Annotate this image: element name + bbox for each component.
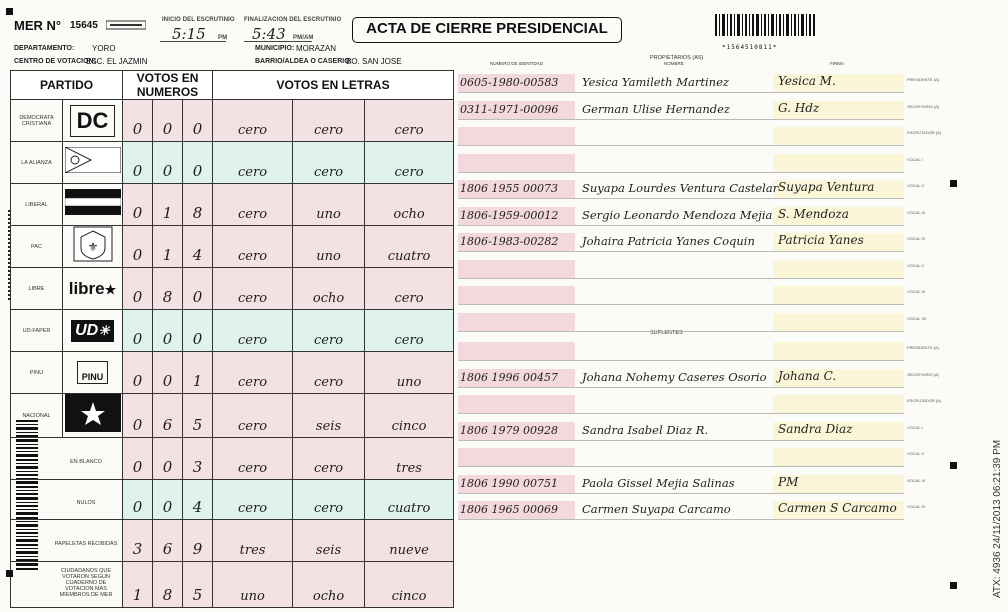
party-label: EN BLANCO <box>70 458 102 465</box>
party-logo <box>63 394 123 438</box>
role-label: ESCRUTADOR (A) <box>907 130 942 135</box>
vote-word[interactable]: cero <box>213 100 293 142</box>
vote-word[interactable]: cero <box>213 226 293 268</box>
party-logo <box>63 100 123 142</box>
row-underline <box>458 119 904 120</box>
head-numeros: VOTOS EN NUMEROS <box>123 71 213 100</box>
id-cell[interactable] <box>458 313 575 331</box>
id-cell[interactable] <box>458 448 575 466</box>
vote-row <box>11 184 454 226</box>
party-logo <box>63 310 123 352</box>
centro-value: ESC. EL JAZMIN <box>86 57 148 66</box>
id-number: 1806-1983-00282 <box>460 235 559 248</box>
barrio-label: BARRIO/ALDEA O CASERIO: <box>255 58 352 65</box>
signature-cell[interactable] <box>773 342 904 360</box>
signature-row <box>458 180 924 198</box>
vote-word[interactable]: cero <box>293 438 365 480</box>
vote-word[interactable]: tres <box>365 438 454 480</box>
row-underline <box>458 92 904 93</box>
vote-digit[interactable]: 0 <box>123 100 153 142</box>
id-cell[interactable] <box>458 286 575 304</box>
pinu-logo-icon: PINU <box>77 361 109 384</box>
vote-word[interactable]: cero <box>293 480 365 520</box>
vote-word[interactable]: cero <box>365 100 454 142</box>
id-cell[interactable] <box>458 154 575 172</box>
depto-value: YORO <box>92 44 116 53</box>
member-signature: Suyapa Ventura <box>778 180 875 194</box>
centro-label: CENTRO DE VOTACION: <box>14 58 96 65</box>
vote-word[interactable]: cuatro <box>365 480 454 520</box>
signature-cell[interactable] <box>773 260 904 278</box>
id-number: 1806 1965 00069 <box>460 503 558 516</box>
signature-row <box>458 206 925 225</box>
party-logo <box>63 352 123 394</box>
col-firma-header: FIRMA <box>830 61 844 66</box>
vote-row <box>11 520 454 562</box>
vote-digit[interactable]: 0 <box>123 310 153 352</box>
vote-digit[interactable]: 0 <box>123 480 153 520</box>
vote-digit[interactable]: 0 <box>183 310 213 352</box>
mer-number: 15645 <box>70 20 98 31</box>
party-logo <box>63 142 123 184</box>
vote-word[interactable]: cero <box>365 142 454 184</box>
party-logo <box>63 268 123 310</box>
head-letras: VOTOS EN LETRAS <box>213 71 454 100</box>
role-label: VOCAL II <box>907 451 924 456</box>
vote-row <box>11 100 454 142</box>
role-label: VOCAL II <box>907 183 924 188</box>
row-underline <box>458 172 904 173</box>
vote-word[interactable]: ocho <box>293 562 365 608</box>
inicio-underline <box>160 41 226 42</box>
signature-row <box>458 448 924 466</box>
party-label: UD-FAPER <box>11 310 63 352</box>
barrio-value: BO. SAN JOSE <box>346 57 402 66</box>
id-cell[interactable] <box>458 342 575 360</box>
signature-cell[interactable] <box>773 448 904 466</box>
signature-row <box>458 342 940 360</box>
row-underline <box>458 198 904 199</box>
vote-word[interactable]: cero <box>293 100 365 142</box>
vote-word[interactable]: cero <box>213 310 293 352</box>
id-number: 0311-1971-00096 <box>460 102 559 116</box>
pac-logo-icon <box>73 226 113 262</box>
vote-row <box>11 480 454 520</box>
vote-word[interactable]: cinco <box>365 394 454 438</box>
member-signature: PM <box>778 474 799 489</box>
vote-word[interactable]: cero <box>213 142 293 184</box>
vote-digit[interactable]: 0 <box>153 142 183 184</box>
party-label: PINU <box>11 352 63 394</box>
final-time: 5:43 <box>252 25 286 43</box>
barcode-top-text: *1564510811* <box>722 44 778 51</box>
mer-logo <box>106 18 146 30</box>
member-name: Johana Nohemy Caseres Osorio <box>582 369 767 384</box>
id-number: 1806 1990 00751 <box>460 476 558 490</box>
svg-text:⚜: ⚜ <box>87 240 98 254</box>
vote-digit[interactable]: 0 <box>183 100 213 142</box>
signature-row <box>458 74 940 92</box>
signature-cell[interactable] <box>773 395 904 413</box>
id-cell[interactable] <box>458 260 575 278</box>
role-label: VOCAL IV <box>907 236 926 241</box>
member-name: Paola Gissel Mejia Salinas <box>582 475 735 490</box>
barcode-left-dots <box>8 210 14 300</box>
member-signature: Carmen S Carcamo <box>778 501 897 515</box>
member-name: German Ulise Hernandez <box>582 101 730 116</box>
row-underline <box>458 466 904 467</box>
vote-row <box>11 310 454 352</box>
vote-word[interactable]: cero <box>293 310 365 352</box>
signature-cell[interactable] <box>773 286 904 304</box>
role-label: ESCRUTADOR (A) <box>907 398 942 403</box>
vote-digit[interactable]: 0 <box>183 142 213 184</box>
vote-word[interactable]: cero <box>213 438 293 480</box>
id-number: 1806-1959-00012 <box>460 208 559 222</box>
row-underline <box>458 331 904 332</box>
vote-digit[interactable]: 6 <box>153 394 183 438</box>
head-partido: PARTIDO <box>11 71 123 100</box>
party-label: NULOS <box>76 499 96 506</box>
vote-digit[interactable]: 8 <box>183 184 213 226</box>
row-underline <box>458 519 904 520</box>
propietarios-title: PROPIETARIOS (AS) <box>650 55 704 61</box>
member-signature: G. Hdz <box>778 100 820 115</box>
role-label: VOCAL I <box>907 424 923 430</box>
vote-word[interactable]: cero <box>365 310 454 352</box>
role-label: VOCAL V <box>907 262 925 268</box>
vote-word[interactable]: uno <box>365 352 454 394</box>
role-label: SECRETARIO (A) <box>907 103 940 109</box>
vote-digit[interactable]: 5 <box>183 562 213 608</box>
row-underline <box>458 225 904 226</box>
row-underline <box>458 493 904 494</box>
party-label: CIUDADANOS QUE VOTARON SEGUN CUADERNO DE VOTACION MAS MIEMBROS DE MER <box>59 568 113 598</box>
member-name: Johaira Patricia Yanes Coquin <box>582 234 755 248</box>
vote-digit[interactable]: 0 <box>123 352 153 394</box>
liberal-flag-icon <box>65 189 121 215</box>
role-label: VOCAL IV <box>907 504 926 509</box>
document-title: ACTA DE CIERRE PRESIDENCIAL <box>352 17 622 43</box>
role-label: PRESIDENTE (A) <box>907 345 940 350</box>
registration-mark <box>6 8 13 15</box>
vote-word[interactable]: ocho <box>293 268 365 310</box>
signature-row <box>458 313 927 331</box>
member-name: Sandra Isabel Diaz R. <box>582 422 709 437</box>
row-underline <box>458 278 904 279</box>
signature-row <box>458 474 925 493</box>
vote-word[interactable]: uno <box>213 562 293 608</box>
vote-word[interactable]: cinco <box>365 562 454 608</box>
member-signature: S. Mendoza <box>778 206 849 221</box>
vote-digit[interactable]: 0 <box>123 268 153 310</box>
vote-digit[interactable]: 8 <box>153 268 183 310</box>
vote-digit[interactable]: 3 <box>183 438 213 480</box>
vote-row <box>11 142 454 184</box>
vote-row <box>11 394 454 438</box>
member-name: Sergio Leonardo Mendoza Mejia <box>582 207 773 222</box>
vote-digit[interactable]: 0 <box>123 438 153 480</box>
id-number: 1806 1979 00928 <box>460 423 558 437</box>
inicio-label: INICIO DEL ESCRUTINIO <box>162 17 235 23</box>
vote-word[interactable]: cero <box>213 480 293 520</box>
suplentes-title: SUPLENTES <box>650 330 683 336</box>
signature-row <box>458 368 940 387</box>
signature-row <box>458 501 926 519</box>
vote-row <box>11 352 454 394</box>
party-label: PAPELETAS RECIBIDAS <box>54 540 118 547</box>
vote-word[interactable]: cero <box>293 352 365 394</box>
row-underline <box>458 251 904 252</box>
vote-row <box>11 268 454 310</box>
timestamp-stamp: ATX: 4936 24/11/2013 06:21:39 PM <box>992 439 1003 598</box>
member-name: Yesica Yamileth Martinez <box>582 75 729 89</box>
col-nombre-header: NOMBRE <box>664 61 684 66</box>
signature-cell[interactable] <box>773 127 904 145</box>
registration-mark <box>950 180 957 187</box>
party-label: LIBERAL <box>11 184 63 226</box>
signature-row <box>458 421 923 440</box>
id-number: 1806 1996 00457 <box>460 370 558 384</box>
row-underline <box>458 413 904 414</box>
vote-digit[interactable]: 1 <box>153 226 183 268</box>
mer-label: MER N° <box>14 18 62 33</box>
vote-digit[interactable]: 1 <box>153 184 183 226</box>
vote-word[interactable]: cuatro <box>365 226 454 268</box>
col-id-header: NUMERO DE IDENTIDAD <box>490 61 544 66</box>
vote-word[interactable]: cero <box>213 394 293 438</box>
signature-row <box>458 154 923 172</box>
member-signature: Sandra Diaz <box>778 421 853 436</box>
final-label: FINALIZACION DEL ESCRUTINIO <box>244 17 342 23</box>
vote-row <box>11 226 454 268</box>
vote-word[interactable]: cero <box>213 268 293 310</box>
vote-digit[interactable]: 4 <box>183 226 213 268</box>
vote-digit[interactable]: 3 <box>123 520 153 562</box>
vote-word[interactable]: seis <box>293 394 365 438</box>
vote-word[interactable]: cero <box>213 352 293 394</box>
signature-cell[interactable] <box>773 313 904 331</box>
vote-digit[interactable]: 0 <box>153 310 183 352</box>
vote-digit[interactable]: 0 <box>123 394 153 438</box>
vote-digit[interactable]: 0 <box>123 142 153 184</box>
role-label: VOCAL III <box>907 477 925 483</box>
vote-digit[interactable]: 5 <box>183 394 213 438</box>
row-underline <box>458 360 904 361</box>
barcode-left <box>16 420 48 570</box>
vote-word[interactable]: nueve <box>365 520 454 562</box>
votes-table <box>10 70 454 608</box>
party-logo <box>63 226 123 268</box>
role-label: VOCAL I <box>907 156 923 162</box>
row-underline <box>458 440 904 441</box>
signature-row <box>458 233 926 251</box>
final-suffix: PM/AM <box>293 35 314 41</box>
dc-logo-icon: DC <box>70 105 116 137</box>
signature-row <box>458 100 940 119</box>
vote-digit[interactable]: 1 <box>183 352 213 394</box>
nacional-logo-icon <box>65 394 121 432</box>
vote-word[interactable]: cero <box>293 142 365 184</box>
ud-logo-icon: UD☀ <box>71 320 114 342</box>
vote-digit[interactable]: 0 <box>153 100 183 142</box>
vote-digit[interactable]: 9 <box>183 520 213 562</box>
vote-word[interactable]: cero <box>213 184 293 226</box>
party-label: NACIONAL <box>11 394 63 438</box>
alianza-logo-icon <box>65 147 121 173</box>
member-signature: Patricia Yanes <box>778 233 864 247</box>
libre-logo-icon: libre★ <box>68 278 117 298</box>
vote-digit[interactable]: 0 <box>123 226 153 268</box>
registration-mark <box>950 582 957 589</box>
role-label: SECRETARIO (A) <box>907 371 940 377</box>
role-label: PRESIDENTE (A) <box>907 77 940 82</box>
barcode-top <box>715 14 815 44</box>
member-signature: Yesica M. <box>778 74 836 88</box>
vote-word[interactable]: uno <box>293 184 365 226</box>
vote-digit[interactable]: 0 <box>153 438 183 480</box>
id-cell[interactable] <box>458 395 575 413</box>
vote-digit[interactable]: 6 <box>153 520 183 562</box>
vote-word[interactable]: cero <box>365 268 454 310</box>
party-label: DEMOCRATA CRISTIANA <box>11 100 63 142</box>
vote-digit[interactable]: 8 <box>153 562 183 608</box>
signature-row <box>458 127 942 145</box>
signature-row <box>458 260 925 278</box>
member-signature: Johana C. <box>778 368 837 383</box>
vote-digit[interactable]: 4 <box>183 480 213 520</box>
vote-digit[interactable]: 0 <box>153 480 183 520</box>
municipio-value: MORAZAN <box>296 44 336 53</box>
vote-digit[interactable]: 0 <box>153 352 183 394</box>
party-label: PAC <box>11 226 63 268</box>
vote-word[interactable]: tres <box>213 520 293 562</box>
vote-word[interactable]: seis <box>293 520 365 562</box>
member-name: Carmen Suyapa Carcamo <box>582 502 731 516</box>
id-cell[interactable] <box>458 127 575 145</box>
vote-word[interactable]: ocho <box>365 184 454 226</box>
vote-row <box>11 438 454 480</box>
registration-mark <box>6 570 13 577</box>
role-label: VOCAL VI <box>907 289 926 294</box>
municipio-label: MUNICIPIO: <box>255 45 295 52</box>
vote-word[interactable]: uno <box>293 226 365 268</box>
inicio-suffix: PM <box>218 35 228 41</box>
inicio-time: 5:15 <box>172 25 206 43</box>
row-underline <box>458 145 904 146</box>
id-number: 0605-1980-00583 <box>460 76 559 89</box>
party-label: LA ALIANZA <box>11 142 63 184</box>
registration-mark <box>950 462 957 469</box>
signature-row <box>458 286 926 304</box>
vote-row <box>11 562 454 608</box>
party-label: LIBRE <box>11 268 63 310</box>
signature-cell[interactable] <box>773 154 904 172</box>
vote-digit[interactable]: 0 <box>123 184 153 226</box>
final-underline <box>244 41 312 42</box>
row-underline <box>458 304 904 305</box>
row-underline <box>458 387 904 388</box>
vote-digit[interactable]: 1 <box>123 562 153 608</box>
id-number: 1806 1955 00073 <box>460 182 558 195</box>
depto-label: DEPARTAMENTO: <box>14 45 75 52</box>
member-name: Suyapa Lourdes Ventura Castelar <box>582 181 779 195</box>
role-label: VOCAL VII <box>907 315 927 321</box>
vote-digit[interactable]: 0 <box>183 268 213 310</box>
role-label: VOCAL III <box>907 209 925 215</box>
party-logo <box>63 184 123 226</box>
signature-row <box>458 395 942 413</box>
